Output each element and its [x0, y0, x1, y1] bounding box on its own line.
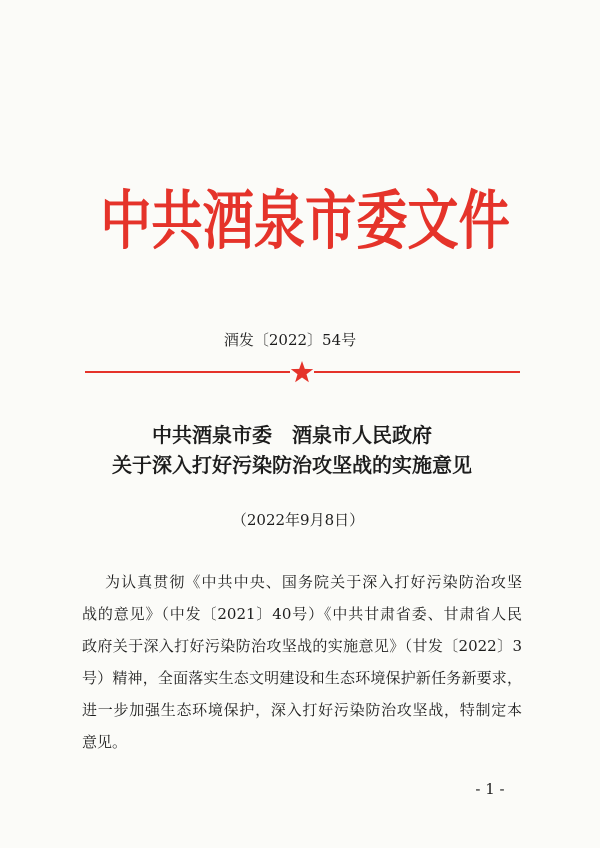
page-number: - 1 -: [475, 780, 505, 798]
body-line: 进一步加强生态环境保护，深入打好污染防治攻坚战，特制定本: [82, 701, 522, 719]
red-divider-left: [85, 371, 290, 373]
body-line: 意见。: [82, 733, 128, 751]
body-line: 为认真贯彻《中共中央、国务院关于深入打好污染防治攻坚: [105, 573, 522, 591]
document-issuer-title: 中共酒泉市委文件: [100, 184, 510, 259]
document-title-line-1: 中共酒泉市委 酒泉市人民政府: [152, 423, 432, 447]
document-title-line-2: 关于深入打好污染防治攻坚战的实施意见: [112, 453, 472, 477]
star-icon: [290, 360, 314, 384]
body-line: 政府关于深入打好污染防治攻坚战的实施意见》（甘发〔2022〕3: [82, 637, 522, 655]
document-number: 酒发〔2022〕54号: [223, 331, 357, 349]
document-date: （2022年9月8日）: [231, 511, 365, 529]
body-line: 战的意见》（中发〔2021〕40号）《中共甘肃省委、甘肃省人民: [82, 605, 522, 623]
body-line: 号）精神，全面落实生态文明建设和生态环境保护新任务新要求，: [82, 669, 522, 687]
red-divider-right: [314, 371, 520, 373]
document-header: [0, 180, 600, 264]
